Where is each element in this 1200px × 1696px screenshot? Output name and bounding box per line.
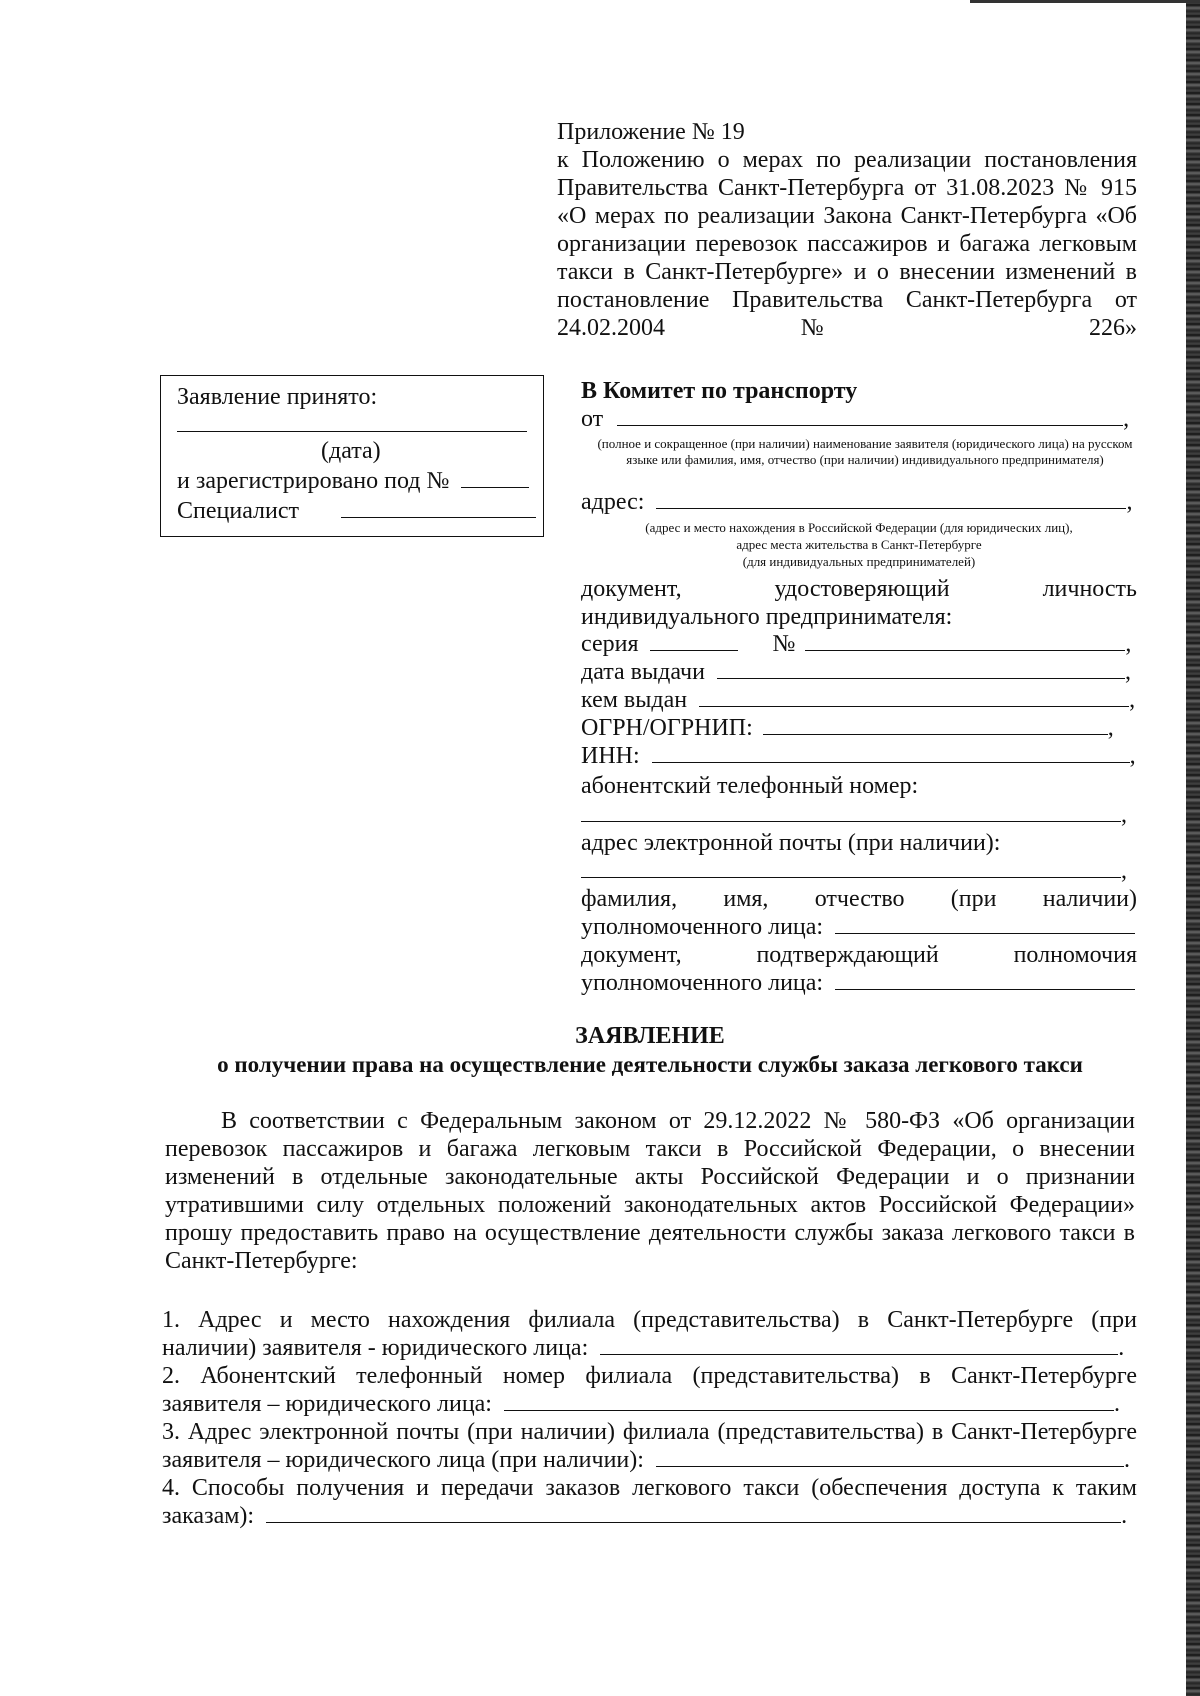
item-1-line-2-row: наличии) заявителя - юридического лица: . [162, 1335, 1125, 1361]
number-field[interactable] [805, 649, 1125, 651]
scan-edge [1186, 0, 1200, 1696]
item-3 [162, 1418, 1137, 1474]
item-4 [162, 1474, 1137, 1530]
from-label: от [581, 406, 604, 432]
authorized-name-row [581, 914, 1137, 941]
authorized-name-line-1: фамилия, имя, отчество (при наличии) [581, 886, 1137, 912]
series-field[interactable] [650, 649, 738, 651]
inn-field[interactable] [652, 761, 1130, 763]
appendix-block [557, 118, 1137, 342]
issue-date-row: дата выдачи , [581, 659, 1131, 685]
inn-row: ИНН: , [581, 743, 1136, 769]
phone-row: , [581, 802, 1137, 829]
address-label: адрес: [581, 489, 645, 515]
specialist-field[interactable] [341, 516, 536, 518]
item-2 [162, 1362, 1137, 1418]
date-caption: (дата) [321, 438, 381, 464]
item-2-line-2: заявителя – юридического лица: [162, 1391, 492, 1417]
address-note-2: адрес места жительства в Санкт-Петербурге [736, 537, 982, 552]
specialist-row [177, 498, 536, 525]
statement-subtitle: о получении права на осуществление деятельности службы заказа легкового такси [217, 1052, 1083, 1077]
address-note-3: (для индивидуальных предпринимателей) [742, 554, 976, 569]
ogrn-field[interactable] [763, 733, 1108, 735]
address-row: адрес: , [581, 489, 1133, 515]
phone-field[interactable] [581, 820, 1121, 822]
authorized-doc-line-1: документ, подтверждающий полномочия [581, 942, 1137, 968]
item-2-line-1: 2. Абонентский телефонный номер филиала (представительства) в Санкт-Петербурге [162, 1363, 1137, 1389]
authorized-name-label: уполномоченного лица: [581, 914, 824, 940]
authorized-doc-row [581, 970, 1137, 997]
item-4-field[interactable] [266, 1521, 1121, 1523]
series-label: серия [581, 631, 639, 657]
ogrn-label: ОГРН/ОГРНИП: [581, 715, 753, 741]
issue-date-field[interactable] [717, 677, 1125, 679]
email-label: адрес электронной почты (при наличии): [581, 830, 1001, 856]
intro-paragraph: В соответствии с Федеральным законом от 29.12.2022 № 580-ФЗ «Об организации перевозок пассажиров и багажа легковым такси в Российской Федерации, о внесении изменений в отдельные законодательные акты Российской Федерации и о признании утратившими силу отдельных положений законодательных актов Российской Федерации» прошу предоставить право на осуществление деятельности службы заказа легкового такси в Санкт-Петербурге: [165, 1108, 1135, 1274]
accepted-label: Заявление принято: [177, 384, 378, 410]
issued-by-row: кем выдан , [581, 687, 1136, 713]
item-3-field[interactable] [656, 1465, 1124, 1467]
authorized-name-field[interactable] [835, 932, 1135, 934]
number-label: № [772, 631, 796, 657]
statement-title: ЗАЯВЛЕНИЕ [575, 1023, 725, 1049]
identity-doc-line-2: индивидуального предпринимателя: [581, 604, 953, 630]
series-row: серия № , [581, 631, 1132, 657]
item-1-line-2: наличии) заявителя - юридического лица: [162, 1335, 589, 1361]
authorized-doc-label: уполномоченного лица: [581, 970, 824, 996]
item-3-line-2-row: заявителя – юридического лица (при наличии): . [162, 1447, 1130, 1473]
issue-date-label: дата выдачи [581, 659, 705, 685]
email-field[interactable] [581, 876, 1121, 878]
addressee-to: В Комитет по транспорту [581, 378, 858, 404]
item-4-line-2: заказам): [162, 1503, 255, 1529]
registered-row [177, 468, 529, 495]
email-row: , [581, 858, 1137, 885]
from-field[interactable] [617, 424, 1123, 426]
registered-label: и зарегистрировано под № [177, 468, 450, 494]
issued-by-field[interactable] [699, 705, 1129, 707]
from-note: (полное и сокращенное (при наличии) наименование заявителя (юридического лица) на русском языке или фамилия, имя, отчество (при наличии) индивидуального предпринимателя) [597, 436, 1133, 467]
address-field[interactable] [656, 507, 1126, 509]
address-note-1: (адрес и место нахождения в Российской Федерации (для юридических лиц), [645, 520, 1073, 535]
specialist-label: Специалист [177, 498, 300, 524]
authorized-doc-field[interactable] [835, 988, 1135, 990]
scan-edge-top [970, 0, 1200, 3]
identity-doc-line-1: документ, удостоверяющий личность [581, 576, 1137, 602]
item-1 [162, 1306, 1137, 1362]
item-2-line-2-row: заявителя – юридического лица: . [162, 1391, 1120, 1417]
phone-label: абонентский телефонный номер: [581, 773, 919, 799]
item-4-line-1: 4. Способы получения и передачи заказов легкового такси (обеспечения доступа к таким [162, 1475, 1137, 1501]
inn-label: ИНН: [581, 743, 640, 769]
issued-by-label: кем выдан [581, 687, 688, 713]
acceptance-box [160, 375, 544, 537]
item-3-line-2: заявителя – юридического лица (при наличии): [162, 1447, 644, 1473]
item-1-field[interactable] [600, 1353, 1118, 1355]
ogrn-row: ОГРН/ОГРНИП: , [581, 715, 1114, 741]
item-3-line-1: 3. Адрес электронной почты (при наличии) филиала (представительства) в Санкт-Петербурге [162, 1419, 1137, 1445]
item-2-field[interactable] [504, 1409, 1114, 1411]
appendix-text: к Положению о мерах по реализации постановления Правительства Санкт-Петербурга от 31.08.2023 № 915 «О мерах по реализации Закона Санкт-Петербурга «Об организации перевозок пассажиров и багажа легковым такси в Санкт-Петербурге» и о внесении изменений в постановление Правительства Санкт-Петербурга от 24.02.2004 № 226» [557, 147, 1137, 341]
appendix-title: Приложение № 19 [557, 119, 745, 145]
accepted-date-line[interactable] [177, 431, 527, 432]
item-4-line-2-row: заказам): . [162, 1503, 1128, 1529]
from-row: от , [581, 406, 1130, 432]
item-1-line-1: 1. Адрес и место нахождения филиала (представительства) в Санкт-Петербурге (при [162, 1307, 1137, 1333]
registration-number-field[interactable] [461, 486, 529, 488]
